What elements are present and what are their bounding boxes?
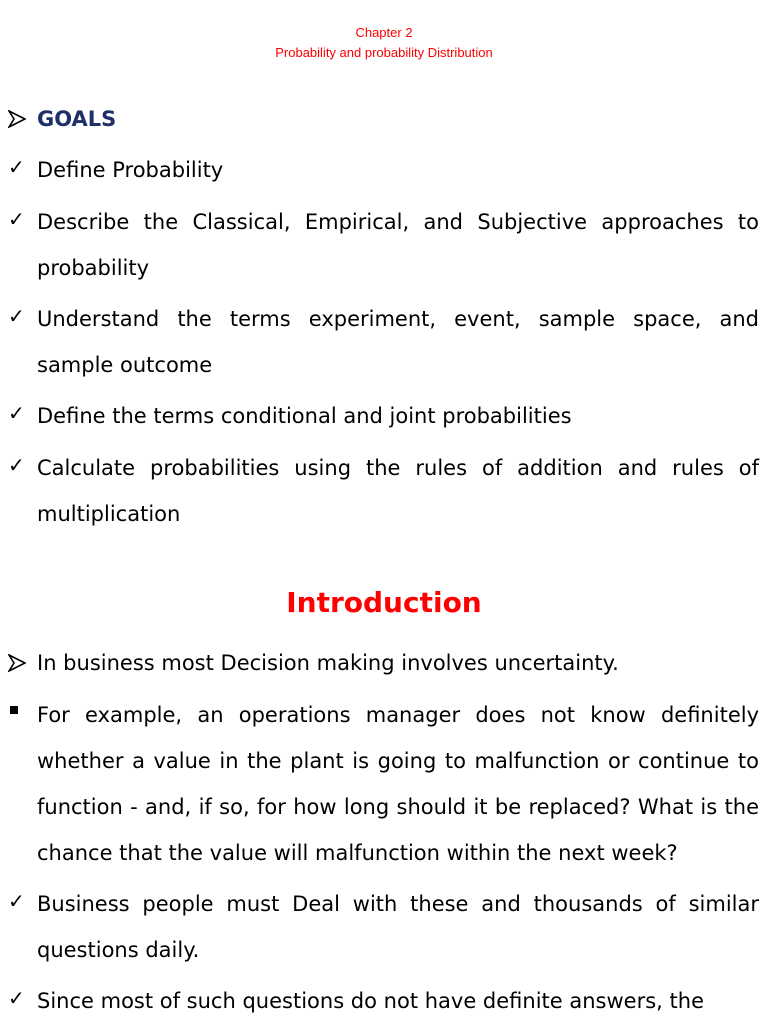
- goal-text: Calculate probabilities using the rules of addition and rules of multiplication: [37, 456, 759, 526]
- checkmark-bullet-icon: ✓: [8, 304, 25, 328]
- arrow-bullet-icon: [8, 652, 30, 672]
- checkmark-bullet-icon: ✓: [8, 986, 25, 1010]
- checkmark-bullet-icon: ✓: [8, 155, 25, 179]
- checkmark-bullet-icon: ✓: [8, 453, 25, 477]
- goal-text: Define the terms conditional and joint probabilities: [37, 404, 572, 428]
- checkmark-bullet-icon: ✓: [8, 889, 25, 913]
- chapter-title: Probability and probability Distribution: [275, 45, 493, 60]
- square-bullet-icon: [10, 706, 18, 714]
- intro-text: In business most Decision making involves uncertainty.: [37, 651, 619, 675]
- goal-text: Understand the terms experiment, event, sample space, and sample outcome: [37, 307, 759, 377]
- chapter-label: Chapter 2: [355, 25, 413, 40]
- intro-text: Business people must Deal with these and thousands of similar questions daily.: [37, 892, 759, 962]
- intro-text: For example, an operations manager does not know definitely whether a value in the plant is going to malfunction or continue to function - and, if so, for how long should it be replaced? What is the chance that the value will malfunction within the next week?: [37, 703, 759, 865]
- goal-text: Describe the Classical, Empirical, and Subjective approaches to probability: [37, 210, 759, 280]
- intro-text: Since most of such questions do not have definite answers, the: [37, 989, 704, 1013]
- introduction-heading: Introduction: [286, 586, 482, 619]
- checkmark-bullet-icon: ✓: [8, 401, 25, 425]
- goals-heading: GOALS: [37, 107, 117, 131]
- arrow-bullet-icon: [8, 108, 30, 128]
- goal-text: Define Probability: [37, 158, 224, 182]
- checkmark-bullet-icon: ✓: [8, 207, 25, 231]
